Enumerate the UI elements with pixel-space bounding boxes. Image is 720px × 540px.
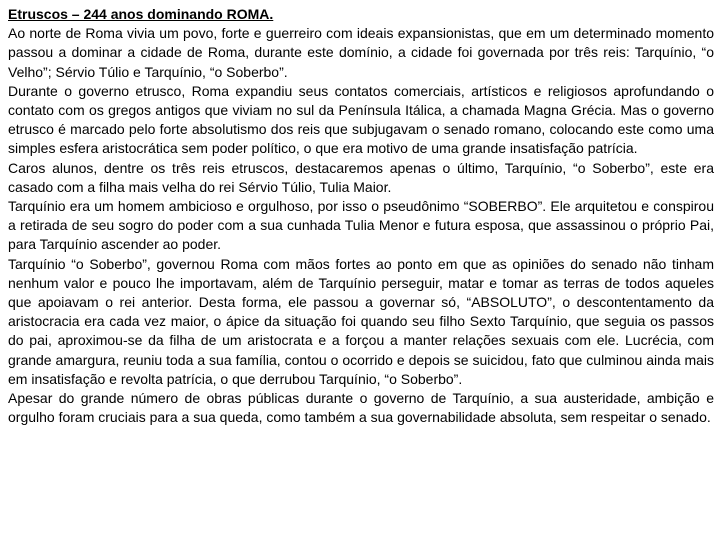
paragraph-3: Caros alunos, dentre os três reis etruscos, destacaremos apenas o último, Tarquínio, “o Soberbo”, este era casado com a filha mais velha do rei Sérvio Túlio, Tulia Maior. [8, 159, 714, 195]
paragraph-5: Tarquínio “o Soberbo”, governou Roma com mãos fortes ao ponto em que as opiniões do senado não tinham nenhum valor e pouco lhe importavam, além de Tarquínio perseguir, matar e tomar as terras de todos aqueles que apoiavam o rei anterior. Desta forma, ele passou a governar só, “ABSOLUTO”, o descontentamento da aristocracia era cada vez maior, o ápice da situação foi quando seu filho Sexto Tarquínio, que seguia os passos do pai, aproximou-se da filha de um aristocrata e a forçou a manter relações sexuais com ele. Lucrécia, com grande amargura, reuniu toda a sua família, contou o ocorrido e depois se suicidou, fato que culminou ainda mais em insatisfação e revolta patrícia, o que derrubou Tarquínio, “o Soberbo”. [8, 255, 714, 387]
document-title: Etruscos – 244 anos dominando ROMA. [8, 6, 274, 22]
document-body [8, 5, 714, 427]
paragraph-2: Durante o governo etrusco, Roma expandiu seus contatos comerciais, artísticos e religiosos aprofundando o contato com os gregos antigos que viviam no sul da Península Itálica, a chamada Magna Grécia. Mas o governo etrusco é marcado pelo forte absolutismo dos reis que subjugavam o senado romano, colocando este como uma simples esfera aristocrática sem poder político, o que era motivo de uma grande insatisfação patrícia. [8, 82, 714, 157]
paragraph-6: Apesar do grande número de obras públicas durante o governo de Tarquínio, a sua austeridade, ambição e orgulho foram cruciais para a sua queda, como também a sua governabilidade absoluta, sem respeitar o senado. [8, 390, 714, 426]
paragraph-4: Tarquínio era um homem ambicioso e orgulhoso, por isso o pseudônimo “SOBERBO”. Ele arquitetou e conspirou a retirada de seu sogro do poder com a sua cunhada Tulia Menor e futura esposa, que assassinou o próprio Pai, para Tarquínio ascender ao poder. [8, 198, 714, 253]
paragraph-1: Ao norte de Roma vivia um povo, forte e guerreiro com ideais expansionistas, que em um determinado momento passou a dominar a cidade de Roma, durante este domínio, a cidade foi governada por três reis: Tarquínio, “o Velho”; Sérvio Túlio e Tarquínio, “o Soberbo”. [8, 25, 714, 80]
